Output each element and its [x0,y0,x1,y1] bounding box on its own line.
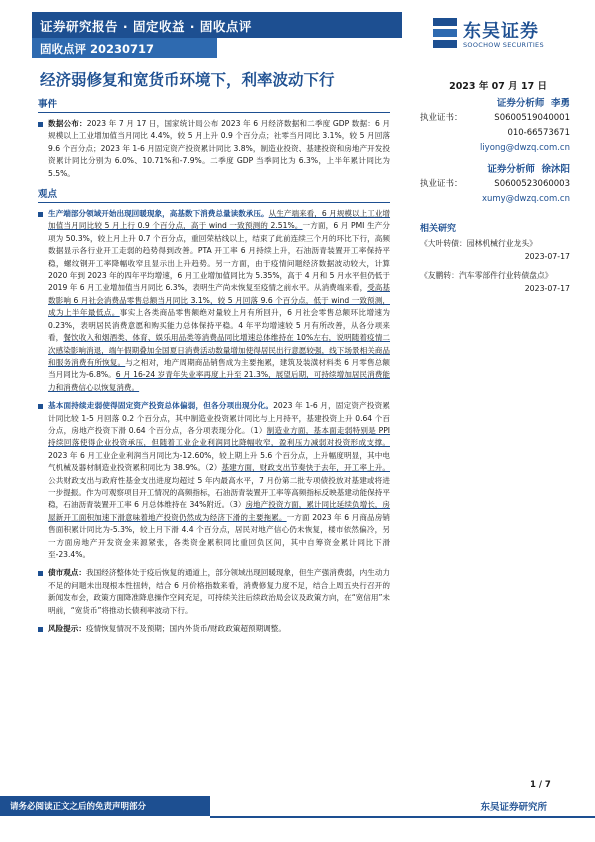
view-text: 从生产端来看，6 月规模以上工业增加值当月同比较 5 月上行 0.9 个百分点，高于 wind 一致预测的 2.51%。 [48,209,391,231]
bullet-icon [38,212,43,217]
view-text: 公共财政支出与政府性基金支出进度均超过 5 年内最高水平，7 月份第二批专项债投放对基建或将进一步提振。作为可观察项目开工情况的高频指标，石油沥青装置开工率等高频指标反映基建动能保持平稳，石油沥青装置开工率 6 月总体维持在 34%附近。（3） [48,475,390,510]
sidebar [420,96,570,301]
series-banner [32,38,217,58]
view-paragraph-investment [38,400,390,561]
report-headline: 经济弱修复和宽货币环境下，利率波动下行 [40,71,335,89]
report-date: 2023 年 07 月 17 日 [449,81,547,92]
page-number: 1 / 7 [530,780,551,790]
view-text: 受高基数影响 6 月社会消费品零售总额当月同比 3.1%，较 5 月回落 9.6 个百分点，低于 wind 一致预测，成为上半年最低点。 [48,283,390,318]
analyst-name: 李勇 [550,98,570,109]
view-paragraph-risk [38,623,390,635]
bullet-icon [38,627,43,632]
footer-divider [210,816,595,818]
company-logo [433,16,573,56]
event-lead: 数据公布： [48,119,87,128]
view-text: 疫情恢复情况不及预期；国内外货币/财政政策超预期调整。 [85,624,286,634]
logo-icon [433,18,457,48]
related-date: 2023-07-17 [524,284,570,293]
view-lead: 风险提示： [48,624,86,634]
event-paragraph [38,118,390,180]
analyst-name: 徐沐阳 [541,164,570,175]
view-paragraph-bond [38,567,390,617]
view-lead: 生产端部分领域开始出现回暖现象，高基数下消费总量读数承压。 [48,209,269,219]
view-section-title: 观点 [38,186,390,203]
view-paragraph-production [38,208,390,394]
analyst-role: 证券分析师 李勇 [496,98,570,109]
analyst-role: 证券分析师 徐沐阳 [487,164,570,175]
bullet-icon [38,404,43,409]
view-lead: 债市观点： [48,568,87,578]
view-text: 一方面 2023 年 6 月商品房销售面积累计同比为-5.3%，较上月下滑 4.4 个百分点，居民对地产信心仍未恢复，楼市依然偏冷，另一方面房地产开发资金来源紧张，各类资金累积同比重回负区间，其中自筹资金累计同比下滑至-23.4%。 [48,512,391,559]
related-item[interactable]: 《大叶转债：园林机械行业龙头》 [420,239,537,248]
logo-cn-text: 东吴证券 [463,21,539,42]
related-item[interactable]: 《友鹏转：汽车零部件行业转债盘点》 [420,271,553,280]
analyst-email[interactable]: xumy@dwzq.com.cn [481,194,570,204]
related-date: 2023-07-17 [524,252,570,261]
view-text: 我国经济整体处于疫后恢复的通道上，部分领域出现回暖现象，但生产强消费弱，内生动力不足的问题未出现根本性扭转，结合 6 月价格指数来看，消费修复力度不足，结合上周五央行召开的新闻发布会，政策方面降准降息操作空间充足，可持续关注后续政治局会议及政策方向，在“宽信用”未明前，“宽货币”将推动长债利率波动下行。 [48,568,391,615]
report-type-banner [32,12,402,38]
report-type-text: 证券研究报告 · 固定收益 · 固收点评 [40,19,252,34]
view-text: 事实上各类商品零售额绝对量较上月有所回升，6 月社会零售总额环比增速为 0.23%，表明居民消费意愿和购买能力总体保持平稳。4 年平均增速较 5 月有所改善，从各分项来看， [48,308,390,343]
related-research-title: 相关研究 [420,224,457,234]
series-text: 固收点评 20230717 [40,42,155,56]
bullet-icon [38,571,43,576]
disclaimer-banner [0,796,210,816]
main-content [38,96,390,641]
analyst-email[interactable]: liyong@dwzq.com.cn [479,143,570,153]
analyst-phone: 010-66573671 [507,128,570,138]
event-text: 2023 年 7 月 17 日，国家统计局公布 2023 年 6 月经济数据和二季度 GDP 数据：6 月规模以上工业增加值当月同比 4.4%，较 5 月上升 0.9 个百分点；社零当月同比 3.1%，较 5 月回落 9.6 个百分点；2023 年 1-6 月固定资产投资累计同比 3.8%，制造业投资、基建投资和房地产开发投资累计同比分别为 6.0%、10.71%和-7.9%。二季度 GDP 当季同比为 6.3%，上半年累计同比为 5.5%。 [48,119,390,178]
view-text: 6 月 16-24 岁青年失业率再度上升至 21.3%，展望后期，可持续增加居民消费能力和消费信心以恢复消费。 [48,370,390,392]
view-text: 与之相对，地产周期商品销售成为主要拖累，建筑及装潢材料类 6 月零售总额当月同比为-6.8%。 [48,357,391,380]
disclaimer-text: 请务必阅读正文之后的免责声明部分 [10,802,147,812]
view-text: 房地产投资方面，累计同比延续负增长，房屋新开工面积加速下滑意味着地产投资仍然成为经济下滑的主要拖累。 [48,500,391,522]
view-text: 制造业方面，基本面走弱特别是 PPI 持续回落使得企业投资承压，但随着工业企业利润同比降幅收窄，盈利压力减弱对投资形成支撑。 [48,425,391,448]
view-lead: 基本面持续走弱使得固定资产投资总体偏弱，但各分项出现分化。 [48,401,274,411]
analyst-card [420,162,570,207]
logo-en-text: SOOCHOW SECURITIES [463,41,544,49]
analyst-cert: 执业证书： S0600519040001 [420,113,570,123]
analyst-card [420,96,570,156]
view-text: 2023 年 1-6 月，固定资产投资累计同比较 1-5 月回落 0.2 个百分点，其中制造业投资累计同比与上月持平，基建投资上升 0.64 个百分点，房地产投资下滑 0.64 个百分点，各分项表现分化。（1） [48,401,390,435]
footer-company: 东吴证券研究所 [480,802,547,813]
view-text: 2023 年 6 月工业企业利润当月同比为-12.60%，较上期上升 5.6 个百分点，上升幅度明显，其中电气机械及器材制造业投资累积同比为 38.9%。（2） [48,450,390,473]
view-text: 基建方面，财政支出节奏快于去年，开工率上升。 [221,463,391,473]
view-text: 餐饮收入和烟酒类、体育、娱乐用品类等消费品同比增速总体维持在 10%左右，说明随着疫情二次感染影响消退，端午假期叠加全国夏日消费活动数量增加使得居民出行意愿较强，线下场景相关商品和服务消费有所恢复。 [48,333,391,367]
analyst-cert: 执业证书： S0600523060003 [420,179,570,189]
bullet-icon [38,122,43,127]
event-section-title: 事件 [38,96,390,113]
view-text: 一方面，6 月 PMI 生产分项为 50.3%，较上月上升 0.7 个百分点，重回荣枯线以上，结束了此前连续三个月的环比下行，高频数据显示各行业开工走弱的趋势得到改善。PTA 开工率 6 月持续上升，石油沥青装置开工率保持平稳，螺纹钢开工率降幅收窄且显示出上升趋势。另一方面，由于疫情问题经济数据波动较大，计算 2020 年到 2023 年的四年平均增速，6 月工业增加值同比为 5.35%，高于 4 月和 5 月水平但仍低于 2019 年 6 月工业增加值当月同比 6.3%，表明生产尚未恢复至疫情之前水平。从消费端来看， [48,221,390,293]
